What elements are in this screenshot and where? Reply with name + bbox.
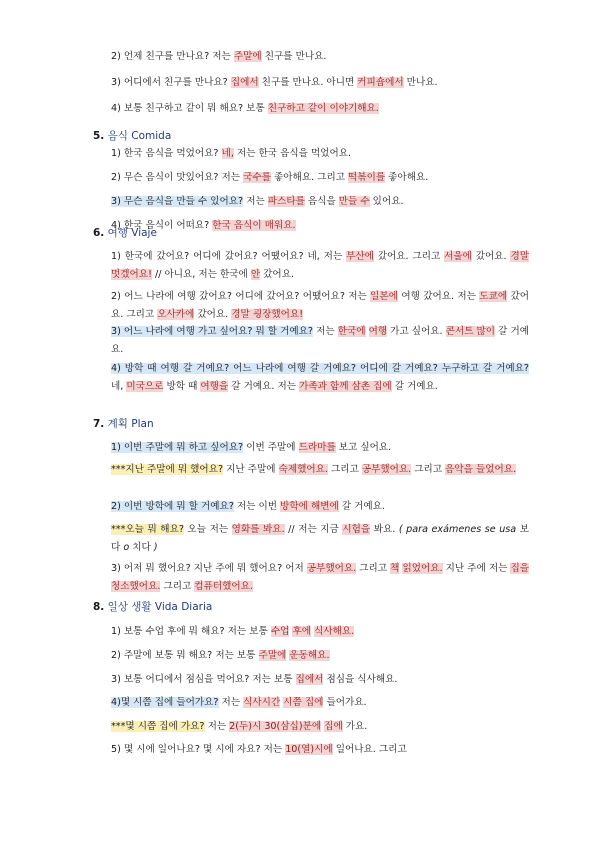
section-title: 음식 Comida (104, 130, 172, 142)
line-text: 봐요. (370, 524, 399, 535)
answer-highlight: 청소했어요. (111, 581, 161, 592)
line-text: // 아니요, 저는 한국에 (151, 269, 251, 280)
line-text: 있어요. (369, 196, 404, 207)
line-text: 2) 언제 친구를 만나요? 저는 (111, 51, 234, 62)
line-text: 점심을 식사해요. (323, 674, 398, 685)
answer-highlight: 가족과 함께 삼촌 집에 (299, 381, 392, 392)
answer-highlight: 한국 음식이 매워요. (212, 220, 296, 231)
answer-highlight: 파스타를 (267, 196, 305, 207)
line-text: 1) 한국에 갔어요? 어디에 갔어요? 어땠어요? 네, 저는 (111, 251, 347, 262)
line-text: 가고 싶어요. (387, 326, 446, 337)
line-text: 3) 보통 어디에서 점심을 먹어요? 저는 보통 (111, 674, 296, 685)
section-number: 5. (93, 130, 105, 142)
line-text: 저는 (204, 721, 230, 732)
question-answer-line (111, 360, 529, 396)
answer-highlight: 공부했어요. (306, 563, 357, 574)
line-text: 보다 (111, 524, 529, 553)
answer-highlight: 여행을 (200, 381, 229, 392)
line-text: 1) 한국 음식을 먹었어요? (111, 148, 222, 159)
extra-question-highlight: ***오늘 뭐 해요? (111, 524, 184, 535)
answer-highlight: 서울에 (444, 251, 472, 262)
line-text: 갔어요. (194, 309, 232, 320)
question-highlight: 3) 무슨 음식을 만들 수 있어요? (111, 196, 244, 207)
answer-highlight: 영화를 봐요. (231, 524, 285, 535)
answer-highlight: 시험을 (342, 524, 371, 535)
section-heading (93, 128, 171, 144)
question-highlight: 4)몇 시쯤 집에 들어가요? (111, 697, 219, 708)
answer-highlight: 주말에 (233, 51, 262, 62)
answer-highlight: 안 (250, 269, 261, 280)
question-answer-line (111, 498, 529, 516)
line-text: 저는 (243, 196, 268, 207)
answer-highlight: 집에 (324, 721, 343, 732)
question-answer-line (111, 288, 529, 324)
answer-highlight: 집에서 (295, 674, 324, 685)
section-heading (93, 416, 154, 432)
line-text: 갈 거예요. (338, 501, 385, 512)
question-highlight: 3) 어느 나라에 여행 가고 싶어요? 뭐 할 거예요? (111, 326, 314, 337)
answer-highlight: 수업 (270, 626, 290, 637)
answer-highlight: 네, (221, 148, 234, 159)
line-text: 그리고 (160, 581, 195, 592)
line-text: 4) 한국 음식이 어떠요? (111, 220, 213, 231)
line-text: 네, (111, 381, 127, 392)
answer-highlight: 부산에 (346, 251, 374, 262)
section-heading (93, 225, 157, 241)
line-text: 지난 주말에 (223, 464, 279, 475)
line-text: 3) 어저 뭐 했어요? 지난 주에 뭐 했어요? 어저 (111, 563, 307, 574)
question-highlight: 1) 이번 주말에 뭐 하고 싶어요? (111, 442, 244, 453)
question-answer-line (111, 169, 529, 187)
line-text: 친구를 만나요. (261, 51, 327, 62)
line-text: 저는 한국 음식을 먹었어요. (233, 148, 352, 159)
section-title: 계획 Plan (104, 418, 154, 430)
section-number: 6. (93, 227, 105, 239)
answer-highlight: 한국에 (337, 326, 366, 337)
question-highlight: 4) 방학 때 여행 갈 거예요? 어느 나라에 여행 갈 거예요? 어디에 갈 거예요? 누구하고 갈 거예요? (111, 363, 529, 374)
line-text: 만나요. (403, 77, 438, 88)
line-text: 저는 (313, 326, 338, 337)
line-text: 그리고 (356, 563, 391, 574)
answer-highlight: 숙제했어요. (278, 464, 328, 475)
line-text: 들어가요. (323, 697, 367, 708)
answer-highlight: 집을 (510, 563, 529, 574)
question-answer-line (111, 100, 529, 118)
line-text: 갔어요. (471, 251, 511, 262)
section-title: 일상 생활 Vida Diaria (104, 601, 213, 613)
answer-highlight: 2(두)시 30(삼십)분에 (229, 721, 322, 732)
question-answer-line (111, 560, 529, 596)
question-answer-line (111, 248, 529, 284)
section-number: 7. (93, 418, 105, 430)
answer-highlight: 친구하고 같이 이야기해요. (267, 103, 379, 114)
extra-question-highlight: ***몇 시쯤 집에 가요? (111, 721, 205, 732)
answer-highlight: 책 (390, 563, 400, 574)
line-text: 지난 주에 저는 (442, 563, 511, 574)
note-text: ) (153, 542, 158, 553)
answer-highlight: 식사해요. (314, 626, 355, 637)
line-text: 2) 어느 나라에 여행 갔어요? 어디에 갔어요? 어땠어요? 저는 (111, 291, 371, 302)
answer-highlight: 운동해요. (289, 650, 330, 661)
line-text: 이번 주말에 (243, 442, 299, 453)
question-answer-line (111, 718, 529, 736)
answer-highlight: 오사카에 (157, 309, 195, 320)
answer-highlight: 방학에 해변에 (280, 501, 339, 512)
note-text: o (123, 542, 130, 553)
question-answer-line (111, 48, 529, 66)
answer-highlight: 공부했어요. (361, 464, 412, 475)
section-heading (93, 599, 212, 615)
answer-highlight: 드라마를 (298, 442, 336, 453)
section-title: 여행 Viaje (104, 227, 157, 239)
answer-highlight: 국수를 (243, 172, 271, 183)
line-text: 일어나요. 그리고 (332, 744, 407, 755)
answer-highlight: 만들 수 (338, 196, 370, 207)
line-text: 저는 (218, 697, 244, 708)
line-text: 가요. (342, 721, 368, 732)
line-text: 방학 때 (163, 381, 201, 392)
question-answer-line (111, 694, 529, 712)
question-answer-line (111, 671, 529, 689)
line-text: 친구를 만나요. 아니면 (258, 77, 358, 88)
question-answer-line (111, 623, 529, 641)
answer-highlight: 식사시간 (243, 697, 281, 708)
answer-highlight: 집에서 (230, 77, 259, 88)
answer-highlight: 컴퓨터했어요. (194, 581, 253, 592)
line-text: 갈 거예요. (111, 326, 529, 355)
answer-highlight: 경말 굉장했어요! (231, 309, 304, 320)
line-text: 1) 보통 수업 후에 뭐 해요? 저는 보통 (111, 626, 271, 637)
answer-highlight: 도쿄에 (479, 291, 508, 302)
question-answer-line (111, 521, 529, 557)
question-answer-line (111, 145, 529, 163)
answer-highlight: 떡볶이를 (348, 172, 386, 183)
line-text: 갈 거예요. (391, 381, 438, 392)
line-text: 3) 어디에서 친구를 만나요? (111, 77, 231, 88)
answer-highlight: 읽었어요. (402, 563, 443, 574)
line-text: 5) 몇 시에 일어나요? 몇 시에 자요? 저는 (111, 744, 286, 755)
line-text: 치다 (129, 542, 154, 553)
question-answer-line (111, 439, 529, 457)
line-text: 저는 이번 (233, 501, 281, 512)
answer-highlight: 경말 멋겠어요! (111, 251, 529, 280)
question-answer-line (111, 193, 529, 211)
line-text: 음식을 (304, 196, 339, 207)
line-text: // 저는 지금 (284, 524, 343, 535)
answer-highlight: 후에 (292, 626, 311, 637)
answer-highlight: 커피숍에서 (357, 77, 404, 88)
answer-highlight: 시쯤 집에 (283, 697, 324, 708)
line-text: 좋아해요. 그리고 (270, 172, 349, 183)
line-text: 여행 갔어요. 저는 (397, 291, 480, 302)
line-text: 보고 싶어요. (335, 442, 392, 453)
answer-highlight: 10(열)시에 (285, 744, 333, 755)
extra-question-highlight: ***지난 주말에 뭐 했어요? (111, 464, 224, 475)
section-number: 8. (93, 601, 105, 613)
line-text: 4) 보통 친구하고 같이 뭐 해요? 보통 (111, 103, 268, 114)
line-text: 그리고 (327, 464, 362, 475)
question-answer-line (111, 74, 529, 92)
question-answer-line (111, 323, 529, 359)
line-text: 2) 무슨 음식이 맛있어요? 저는 (111, 172, 244, 183)
question-answer-line (111, 461, 529, 479)
line-text: 갔어요. 그리고 (373, 251, 445, 262)
answer-highlight: 주말에 (258, 650, 287, 661)
question-answer-line (111, 647, 529, 665)
answer-highlight: 여행 (368, 326, 388, 337)
line-text: 그리고 (411, 464, 446, 475)
line-text: 좋아해요. (385, 172, 429, 183)
note-text: ( para exámenes se usa (398, 524, 517, 535)
answer-highlight: 콘서트 많이 (445, 326, 496, 337)
line-text: 2) 주말에 보통 뭐 해요? 저는 보통 (111, 650, 259, 661)
answer-highlight: 음악을 들었어요. (445, 464, 517, 475)
line-text: 갈 거예요. 저는 (228, 381, 300, 392)
answer-highlight: 미국으로 (126, 381, 164, 392)
line-text: 갔어요. (260, 269, 295, 280)
question-answer-line (111, 217, 529, 235)
question-highlight: 2) 이번 방학에 뭐 할 거예요? (111, 501, 234, 512)
line-text: 갔어요. 그리고 (111, 291, 529, 320)
line-text: 오늘 저는 (183, 524, 232, 535)
answer-highlight: 일본에 (370, 291, 398, 302)
question-answer-line (111, 741, 529, 759)
